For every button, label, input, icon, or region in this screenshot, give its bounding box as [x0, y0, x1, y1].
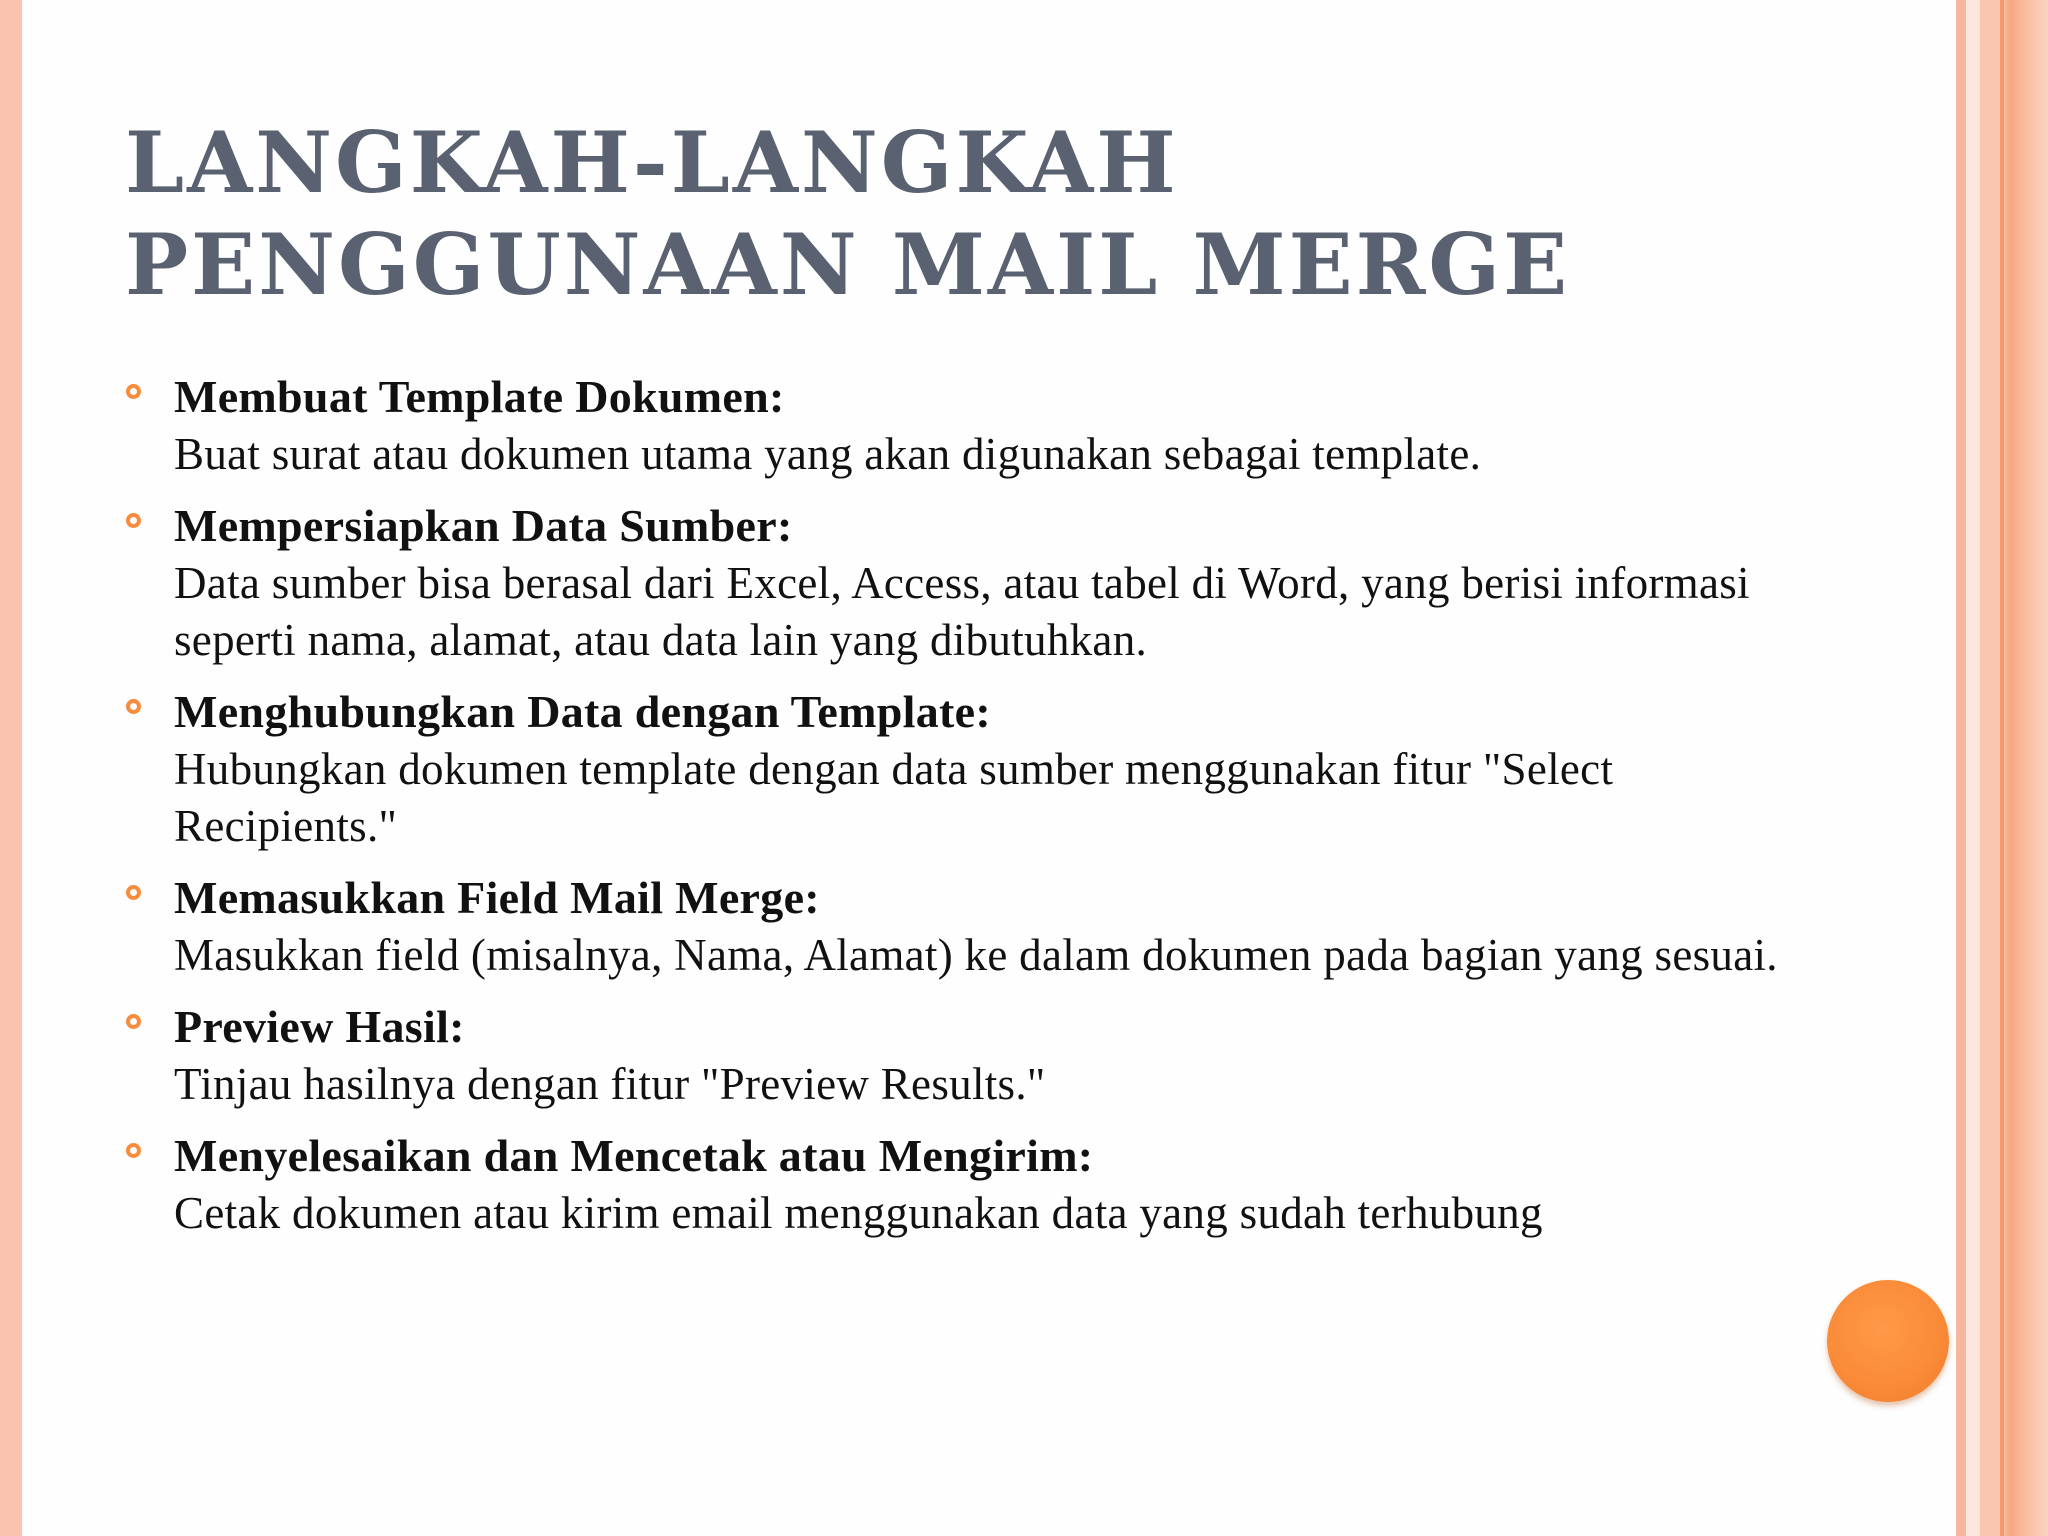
- bullet-heading: Menyelesaikan dan Mencetak atau Mengirim:: [174, 1130, 1094, 1181]
- bullet-item: [124, 497, 1804, 669]
- circle-bullet-icon: [126, 1014, 141, 1029]
- right-border-stripe: [1956, 0, 1966, 1536]
- bullet-heading: Mempersiapkan Data Sumber:: [174, 500, 793, 551]
- title-line-1: LANGKAH-LANGKAH: [125, 113, 1179, 212]
- bullet-item: [124, 368, 1804, 483]
- bullet-heading: Preview Hasil:: [174, 1001, 465, 1052]
- decorative-orange-circle: [1827, 1280, 1949, 1402]
- bullet-item: [124, 683, 1804, 855]
- circle-bullet-icon: [126, 513, 141, 528]
- bullet-item: [124, 869, 1804, 984]
- right-border-line: [2000, 0, 2004, 1536]
- circle-bullet-icon: [126, 384, 141, 399]
- bullet-body: Buat surat atau dokumen utama yang akan digunakan sebagai template.: [174, 429, 1482, 479]
- bullet-body: Tinjau hasilnya dengan fitur "Preview Results.": [174, 1059, 1046, 1109]
- bullet-list: [124, 368, 1804, 1256]
- slide-title: [125, 112, 1825, 316]
- bullet-heading: Memasukkan Field Mail Merge:: [174, 872, 820, 923]
- title-line-2: PENGGUNAAN MAIL MERGE: [125, 215, 1571, 314]
- bullet-heading: Membuat Template Dokumen:: [174, 371, 785, 422]
- bullet-heading: Menghubungkan Data dengan Template:: [174, 686, 991, 737]
- left-border-stripe: [0, 0, 22, 1536]
- circle-bullet-icon: [126, 1143, 141, 1158]
- bullet-body: Masukkan field (misalnya, Nama, Alamat) ke dalam dokumen pada bagian yang sesuai.: [174, 930, 1778, 980]
- right-border-stripe-light: [1966, 0, 1980, 1536]
- bullet-item: [124, 1127, 1804, 1242]
- bullet-body: Cetak dokumen atau kirim email menggunakan data yang sudah terhubung: [174, 1188, 1543, 1238]
- circle-bullet-icon: [126, 699, 141, 714]
- bullet-body: Hubungkan dokumen template dengan data sumber menggunakan fitur "Select Recipients.": [174, 744, 1614, 851]
- bullet-body: Data sumber bisa berasal dari Excel, Access, atau tabel di Word, yang berisi informasi seperti nama, alamat, atau data lain yang dibutuhkan.: [174, 558, 1750, 665]
- right-border-band: [1980, 0, 2048, 1536]
- circle-bullet-icon: [126, 885, 141, 900]
- bullet-item: [124, 998, 1804, 1113]
